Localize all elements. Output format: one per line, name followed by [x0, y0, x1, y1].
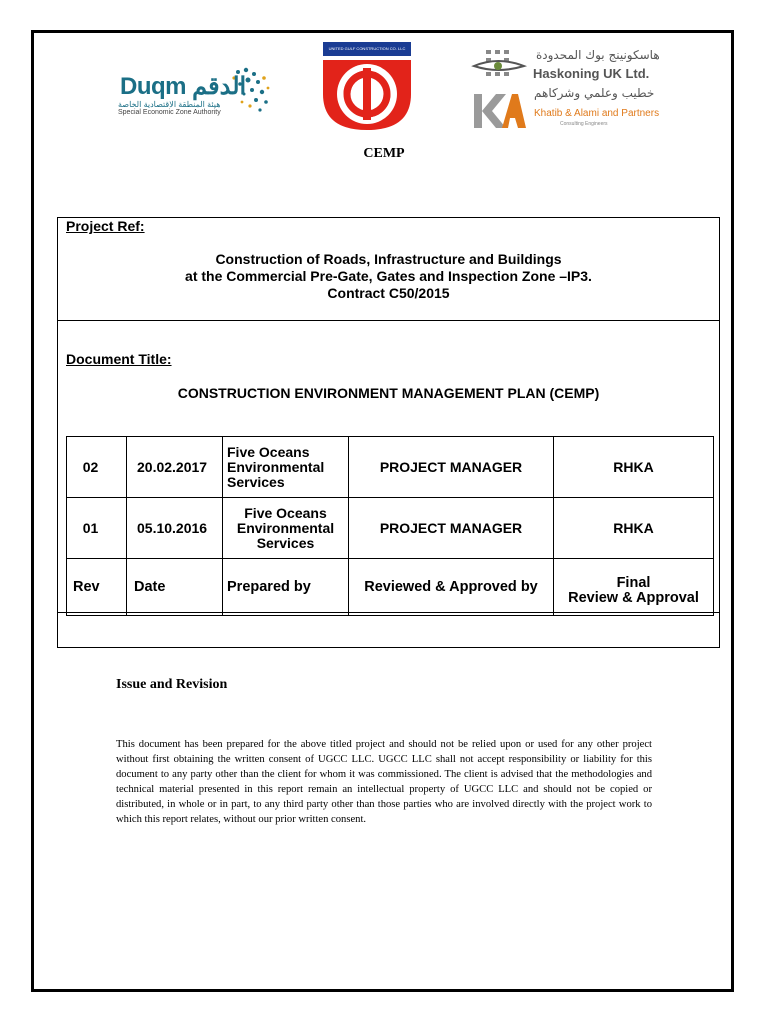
- issue-revision-title: Issue and Revision: [116, 677, 228, 692]
- project-line-3: Contract C50/2015: [327, 285, 450, 301]
- duqm-logo: [88, 62, 278, 122]
- document-title-label: Document Title:: [66, 351, 172, 367]
- date-header: Date: [127, 559, 223, 616]
- reviewed-by-cell: PROJECT MANAGER: [349, 437, 554, 498]
- document-title: CONSTRUCTION ENVIRONMENT MANAGEMENT PLAN (CEMP): [177, 385, 600, 401]
- prepared-by-cell: Five Oceans Environmental Services: [223, 437, 349, 498]
- disclaimer-paragraph: This document has been prepared for the above titled project and should not be relied upon or used for any other project without first obtaining the written consent of UGCC LLC. UGCC LLC shall not accept responsibility or liability for this document to any party other than the client for whom it was commissioned. The client is advised that the methodologies and technical material presented in this report remain an intellectual property of UGCC LLC and should not be copied or distributed, in whole or in part, to any third party other than those parties who are involved directly with the project work to which this report relates, without our prior written consent.: [116, 739, 652, 826]
- page-title: CEMP: [363, 146, 405, 161]
- project-info-box: [57, 217, 720, 648]
- table-header-row: [67, 559, 714, 616]
- date-cell: 05.10.2016: [127, 498, 223, 559]
- haskoning-logo: [470, 44, 660, 84]
- final-header: [554, 559, 714, 616]
- ugcc-logo: [319, 42, 415, 132]
- prepared-by-cell: Five Oceans Environmental Services: [223, 498, 349, 559]
- ugcc-banner: UNITED GULF CONSTRUCTION CO. LLC: [323, 42, 411, 56]
- ka-tagline: Consulting Engineers: [560, 121, 608, 127]
- divider: [58, 320, 719, 321]
- date-cell: 20.02.2017: [127, 437, 223, 498]
- table-row: [67, 437, 714, 498]
- final-cell: RHKA: [554, 437, 714, 498]
- ugcc-emblem-icon: [319, 42, 415, 132]
- revision-table: [66, 436, 714, 616]
- ka-name: Khatib & Alami and Partners: [534, 108, 660, 119]
- table-row: [67, 498, 714, 559]
- haskoning-emblem-icon: [470, 44, 530, 84]
- prepared-by-header: Prepared by: [223, 559, 349, 616]
- project-ref-label: Project Ref:: [66, 218, 145, 234]
- khatib-alami-logo: [472, 86, 660, 132]
- final-header-line-1: Final: [616, 575, 651, 591]
- ka-arabic-name: خطيب وعلمي وشركاهم: [534, 86, 655, 100]
- reviewed-by-header: Reviewed & Approved by: [349, 559, 554, 616]
- duqm-arabic-subtitle: هيئة المنطقة الاقتصادية الخاصة: [118, 100, 221, 109]
- reviewed-by-cell: PROJECT MANAGER: [349, 498, 554, 559]
- project-description: [58, 251, 719, 302]
- final-cell: RHKA: [554, 498, 714, 559]
- final-header-line-2: Review & Approval: [568, 590, 699, 606]
- project-line-1: Construction of Roads, Infrastructure and Buildings: [215, 251, 562, 267]
- duqm-wordmark: Duqm الدقم: [120, 73, 247, 100]
- project-line-2: at the Commercial Pre-Gate, Gates and Inspection Zone –IP3.: [185, 268, 592, 284]
- ka-emblem-icon: [472, 90, 526, 132]
- rev-cell: 02: [67, 437, 127, 498]
- rev-cell: 01: [67, 498, 127, 559]
- duqm-english-subtitle: Special Economic Zone Authority: [118, 109, 221, 116]
- divider: [58, 612, 719, 613]
- haskoning-arabic-name: هاسكونينج بوك المحدودة: [536, 48, 660, 62]
- haskoning-name: Haskoning UK Ltd.: [533, 66, 650, 81]
- rev-header: Rev: [67, 559, 127, 616]
